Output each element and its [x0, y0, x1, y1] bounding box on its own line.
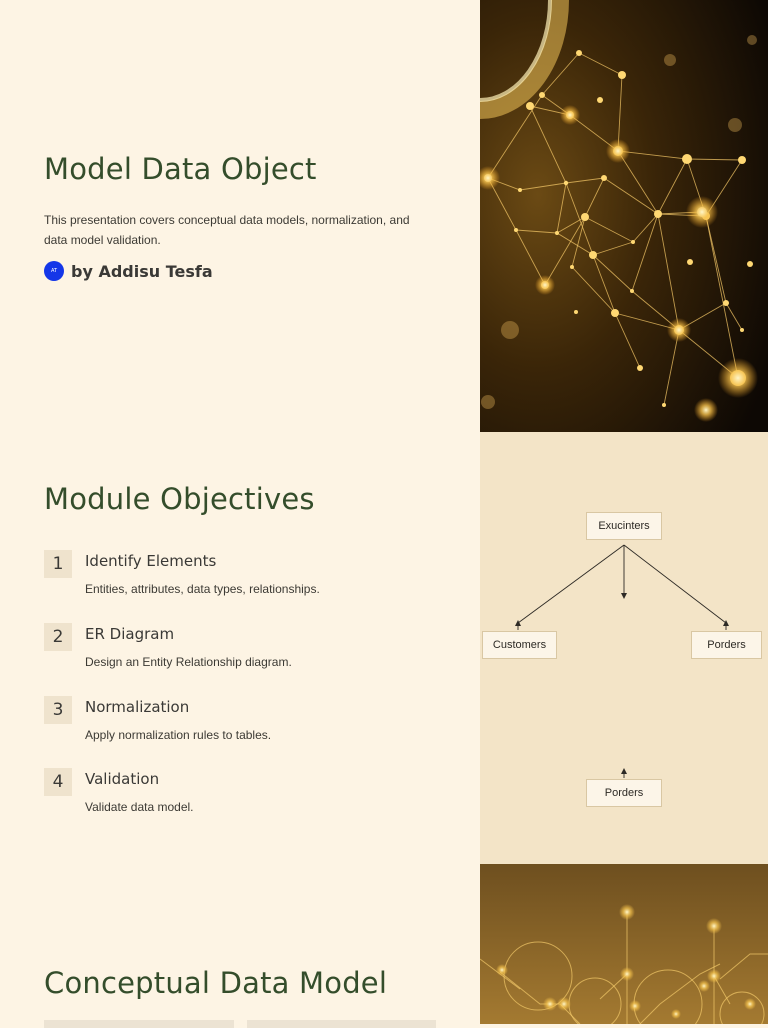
author-line	[44, 261, 213, 281]
objective-description: Design an Entity Relationship diagram.	[85, 655, 292, 669]
objective-number: 2	[44, 623, 72, 651]
circuit-image	[480, 864, 768, 1024]
slide-title	[0, 0, 768, 432]
conceptual-content	[0, 864, 480, 1024]
entity-box-porders: Porders	[691, 631, 762, 659]
conceptual-title: Conceptual Data Model	[44, 966, 388, 1000]
network-image	[480, 0, 768, 432]
objective-number: 4	[44, 768, 72, 796]
objective-title: ER Diagram	[85, 625, 175, 643]
presentation-title: Model Data Object	[44, 152, 317, 186]
objective-title: Normalization	[85, 698, 190, 716]
objective-title: Validation	[85, 770, 160, 788]
objective-title: Identify Elements	[85, 552, 217, 570]
content-card	[247, 1020, 436, 1028]
avatar: AT	[44, 261, 64, 281]
slide-title-content	[0, 0, 480, 432]
objective-number: 1	[44, 550, 72, 578]
er-diagram	[480, 432, 768, 864]
objective-number: 3	[44, 696, 72, 724]
er-diagram-panel	[480, 432, 768, 864]
slide-conceptual-model	[0, 864, 768, 1024]
objective-description: Apply normalization rules to tables.	[85, 728, 272, 742]
entity-box-customers: Customers	[482, 631, 557, 659]
slide-objectives	[0, 432, 768, 864]
content-card	[44, 1020, 234, 1028]
objective-description: Validate data model.	[85, 800, 194, 814]
presentation-description: This presentation covers conceptual data models, normalization, and data model validation.	[44, 213, 410, 247]
glowing-network-image	[480, 0, 768, 432]
objectives-content	[0, 432, 480, 864]
objective-description: Entities, attributes, data types, relationships.	[85, 582, 320, 596]
entity-box-bottom: Porders	[586, 779, 662, 807]
entity-box-top: Exucinters	[586, 512, 662, 540]
objectives-title: Module Objectives	[44, 482, 315, 516]
author-name: by Addisu Tesfa	[71, 261, 213, 281]
glowing-circuit-image	[480, 864, 768, 1024]
